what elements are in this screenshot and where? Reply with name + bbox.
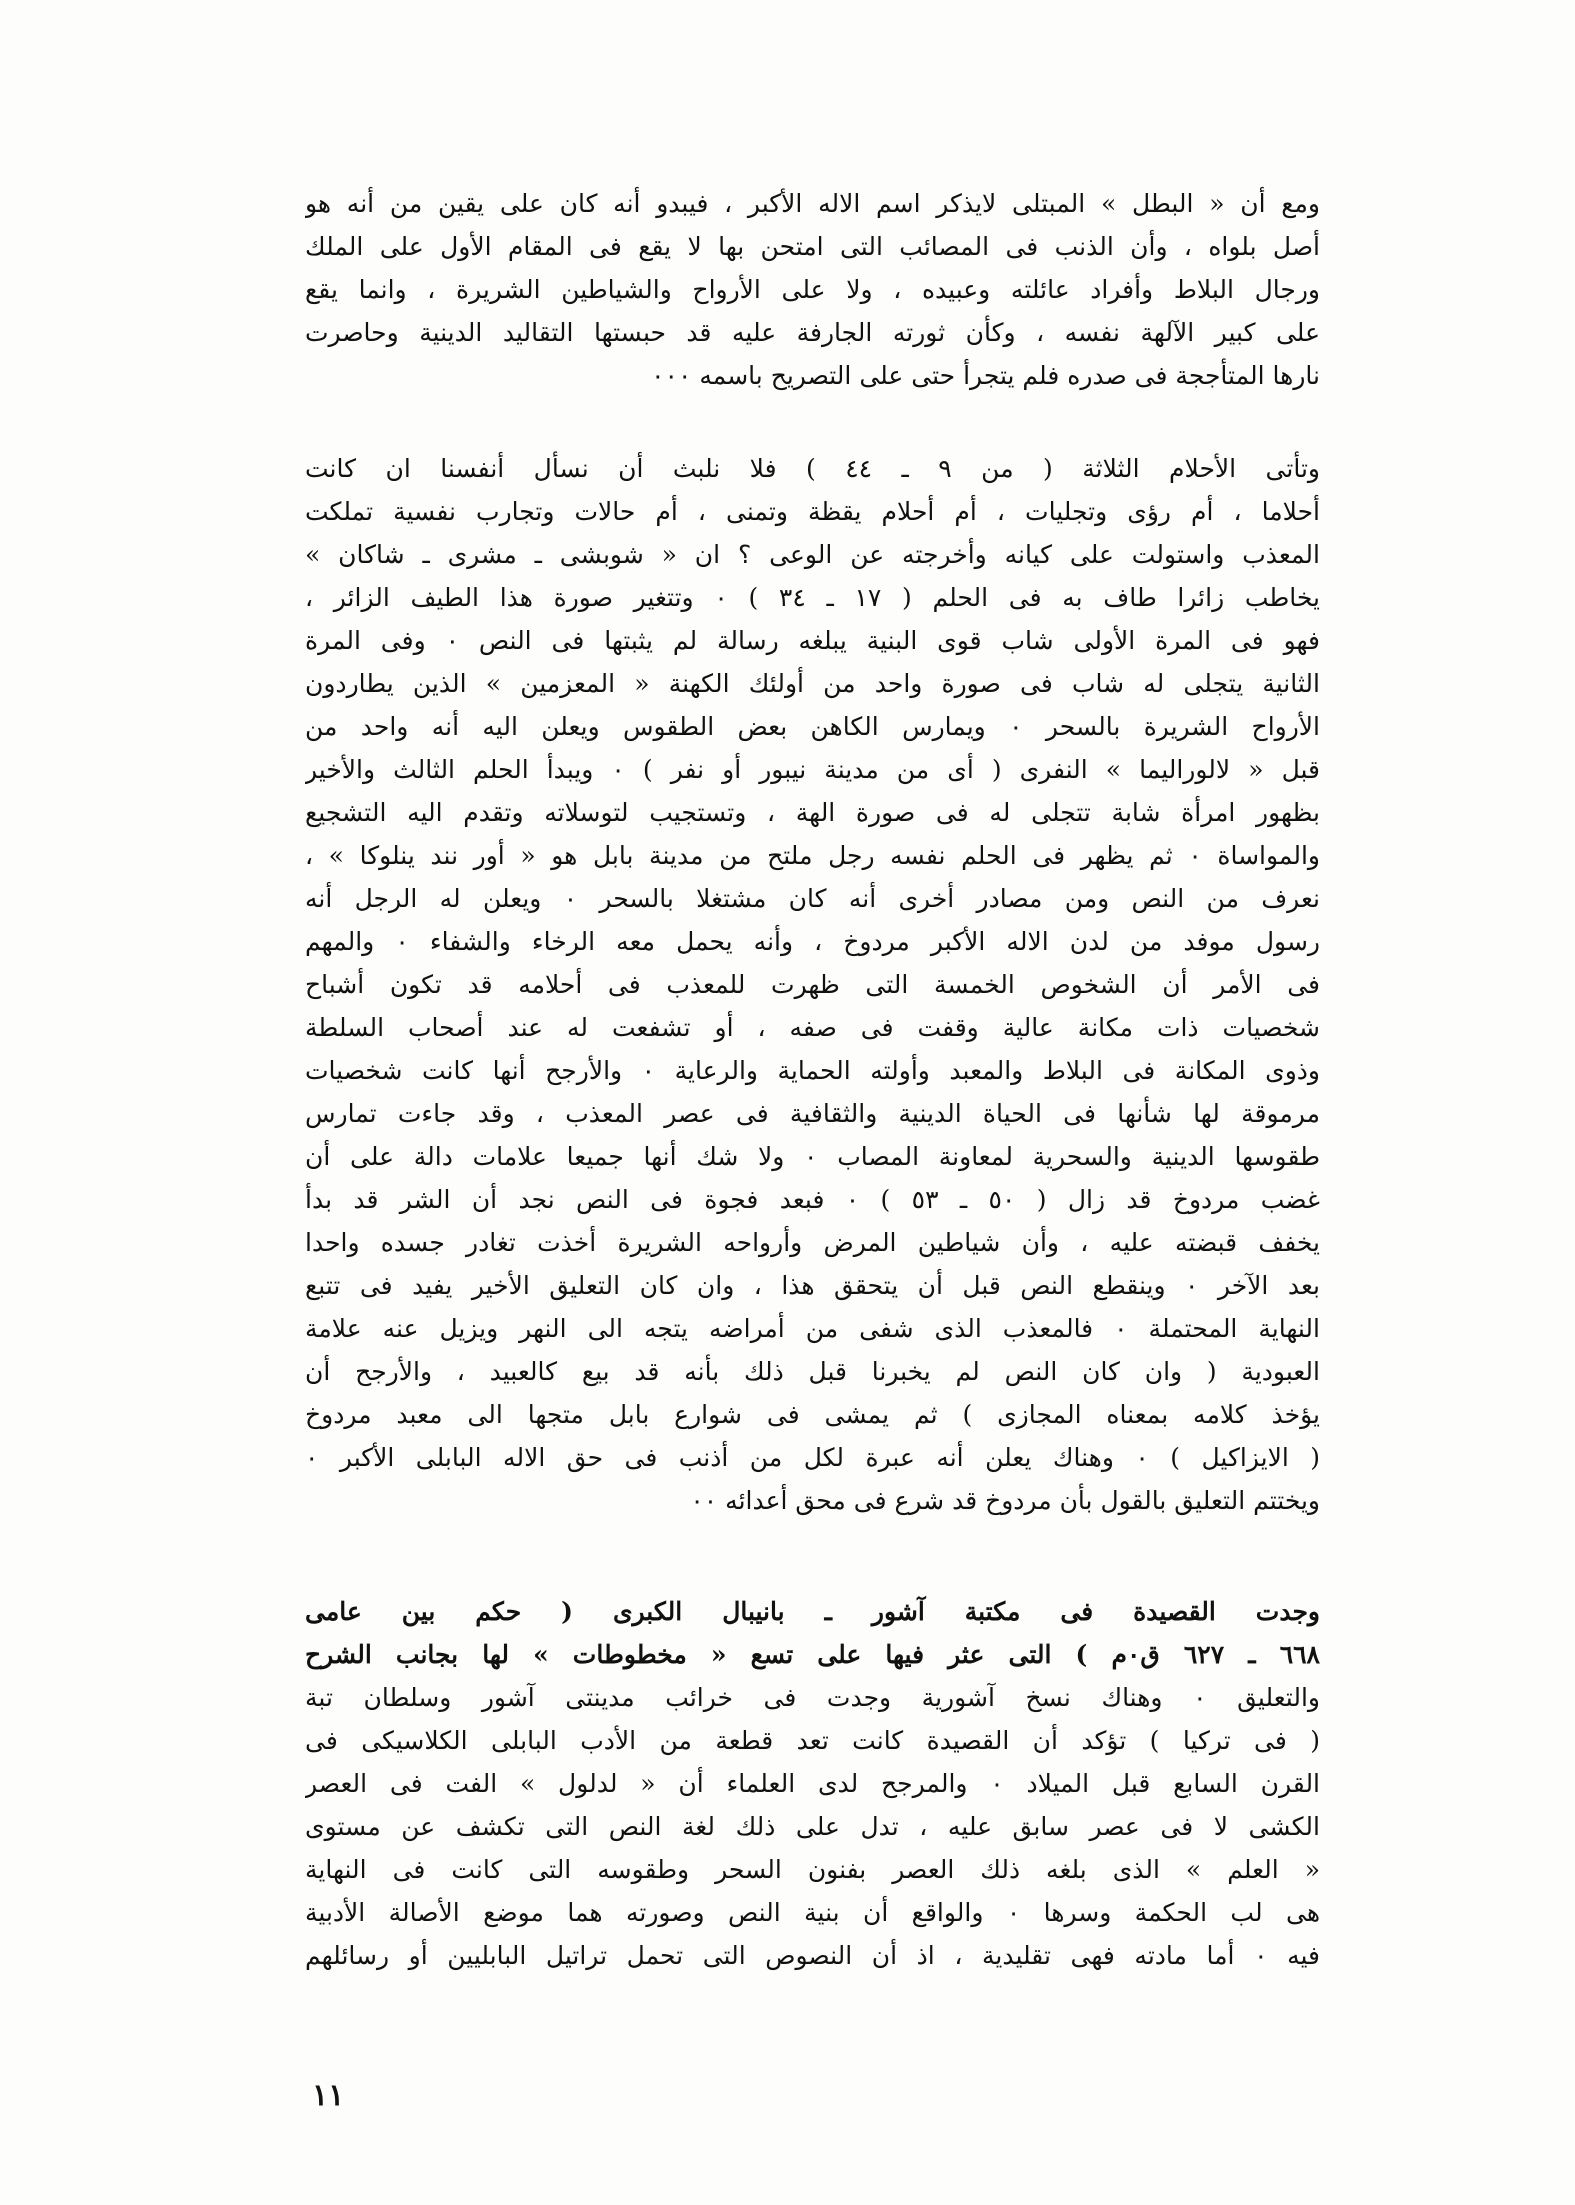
text-line: والتعليق ٠ وهناك نسخ آشورية وجدت فى خرائب مدينتى آشور وسلطان تبة [305, 1683, 1320, 1712]
text-line: مرموقة لها شأنها فى الحياة الدينية والثقافية فى عصر المعذب ، وقد جاءت تمارس [305, 1099, 1320, 1128]
text-line: القرن السابع قبل الميلاد ٠ والمرجح لدى العلماء أن « لدلول » الفت فى العصر [305, 1769, 1320, 1798]
text-line: ( الايزاكيل ) ٠ وهناك يعلن أنه عبرة لكل من أذنب فى حق الاله البابلى الأكبر ٠ [305, 1443, 1320, 1472]
text-line: نارها المتأججة فى صدره فلم يتجرأ حتى على التصريح باسمه ٠٠٠ [651, 361, 1320, 390]
text-line: طقوسها الدينية والسحرية لمعاونة المصاب ٠ ولا شك أنها جميعا علامات دالة على أن [305, 1142, 1320, 1171]
text-line: غضب مردوخ قد زال ( ٥٠ ـ ٥٣ ) ٠ فبعد فجوة فى النص نجد أن الشر قد بدأ [305, 1185, 1320, 1214]
text-line: أحلاما ، أم رؤى وتجليات ، أم أحلام يقظة وتمنى ، أم حالات وتجارب نفسية تملكت [305, 497, 1320, 526]
text-line: وتأتى الأحلام الثلاثة ( من ٩ ـ ٤٤ ) فلا نلبث أن نسأل أنفسنا ان كانت [305, 454, 1320, 483]
paragraph-2 [305, 447, 1320, 1522]
text-line: وجدت القصيدة فى مكتبة آشور ـ بانيبال الكبرى ( حكم بين عامى [305, 1597, 1320, 1626]
text-line: « العلم » الذى بلغه ذلك العصر بفنون السحر وطقوسه التى كانت فى النهاية [305, 1855, 1320, 1884]
text-line: هى لب الحكمة وسرها ٠ والواقع أن بنية النص وصورته هما موضع الأصالة الأدبية [305, 1898, 1320, 1927]
text-line: يؤخذ كلامه بمعناه المجازى ) ثم يمشى فى شوارع بابل متجها الى معبد مردوخ [305, 1400, 1320, 1429]
paragraph-1 [305, 182, 1320, 397]
text-line: وذوى المكانة فى البلاط والمعبد وأولته الحماية والرعاية ٠ والأرجح أنها كانت شخصيات [305, 1056, 1320, 1085]
text-line: فى الأمر أن الشخوص الخمسة التى ظهرت للمعذب فى أحلامه قد تكون أشباح [305, 970, 1320, 999]
page-number: ١١ [312, 2078, 345, 2113]
text-line: بعد الآخر ٠ وينقطع النص قبل أن يتحقق هذا ، وان كان التعليق الأخير يفيد فى تتبع [305, 1271, 1320, 1300]
text-line: نعرف من النص ومن مصادر أخرى أنه كان مشتغلا بالسحر ٠ ويعلن له الرجل أنه [305, 884, 1320, 913]
text-line: شخصيات ذات مكانة عالية وقفت فى صفه ، أو تشفعت له عند أصحاب السلطة [305, 1013, 1320, 1042]
paragraph-3 [305, 1590, 1320, 1977]
text-line: على كبير الآلهة نفسه ، وكأن ثورته الجارفة عليه قد حبستها التقاليد الدينية وحاصرت [305, 318, 1320, 347]
text-line: والمواساة ٠ ثم يظهر فى الحلم نفسه رجل ملتح من مدينة بابل هو « أور نند ينلوكا » ، [305, 841, 1320, 870]
text-line: النهاية المحتملة ٠ فالمعذب الذى شفى من أمراضه يتجه الى النهر ويزيل عنه علامة [305, 1314, 1320, 1343]
text-line: يخاطب زائرا طاف به فى الحلم ( ١٧ ـ ٣٤ ) ٠ وتتغير صورة هذا الطيف الزائر ، [305, 583, 1320, 612]
text-line: الكشى لا فى عصر سابق عليه ، تدل على ذلك لغة النص التى تكشف عن مستوى [305, 1812, 1320, 1841]
text-line: فهو فى المرة الأولى شاب قوى البنية يبلغه رسالة لم يثبتها فى النص ٠ وفى المرة [305, 626, 1320, 655]
text-line: رسول موفد من لدن الاله الأكبر مردوخ ، وأنه يحمل معه الرخاء والشفاء ٠ والمهم [305, 927, 1320, 956]
text-line: ومع أن « البطل » المبتلى لايذكر اسم الاله الأكبر ، فيبدو أنه كان على يقين من أنه هو [305, 189, 1320, 218]
text-line: الثانية يتجلى له شاب فى صورة واحد من أولئك الكهنة « المعزمين » الذين يطاردون [305, 669, 1320, 698]
text-line: ٦٦٨ ـ ٦٢٧ ق٠م ) التى عثر فيها على تسع « مخطوطات » لها بجانب الشرح [305, 1640, 1320, 1669]
text-line: أصل بلواه ، وأن الذنب فى المصائب التى امتحن بها لا يقع فى المقام الأول على الملك [305, 232, 1320, 261]
text-line: فيه ٠ أما مادته فهى تقليدية ، اذ أن النصوص التى تحمل تراتيل البابليين أو رسائلهم [305, 1941, 1320, 1970]
text-line: ( فى تركيا ) تؤكد أن القصيدة كانت تعد قطعة من الأدب البابلى الكلاسيكى فى [305, 1726, 1320, 1755]
text-line: بظهور امرأة شابة تتجلى له فى صورة الهة ، وتستجيب لتوسلاته وتقدم اليه التشجيع [305, 798, 1320, 827]
text-line: يخفف قبضته عليه ، وأن شياطين المرض وأرواحه الشريرة أخذت تغادر جسده واحدا [305, 1228, 1320, 1257]
text-line: الأرواح الشريرة بالسحر ٠ ويمارس الكاهن بعض الطقوس ويعلن اليه أنه واحد من [305, 712, 1320, 741]
text-line: المعذب واستولت على كيانه وأخرجته عن الوعى ؟ ان « شوبشى ـ مشرى ـ شاكان » [305, 540, 1320, 569]
text-line: ورجال البلاط وأفراد عائلته وعبيده ، ولا على الأرواح والشياطين الشريرة ، وانما يقع [305, 275, 1320, 304]
text-line: ويختتم التعليق بالقول بأن مردوخ قد شرع فى محق أعدائه ٠٠ [690, 1486, 1320, 1515]
text-line: العبودية ( وان كان النص لم يخبرنا قبل ذلك بأنه قد بيع كالعبيد ، والأرجح أن [305, 1357, 1320, 1386]
text-line: قبل « لالوراليما » النفرى ( أى من مدينة نيبور أو نفر ) ٠ ويبدأ الحلم الثالث والأخير [305, 755, 1320, 784]
